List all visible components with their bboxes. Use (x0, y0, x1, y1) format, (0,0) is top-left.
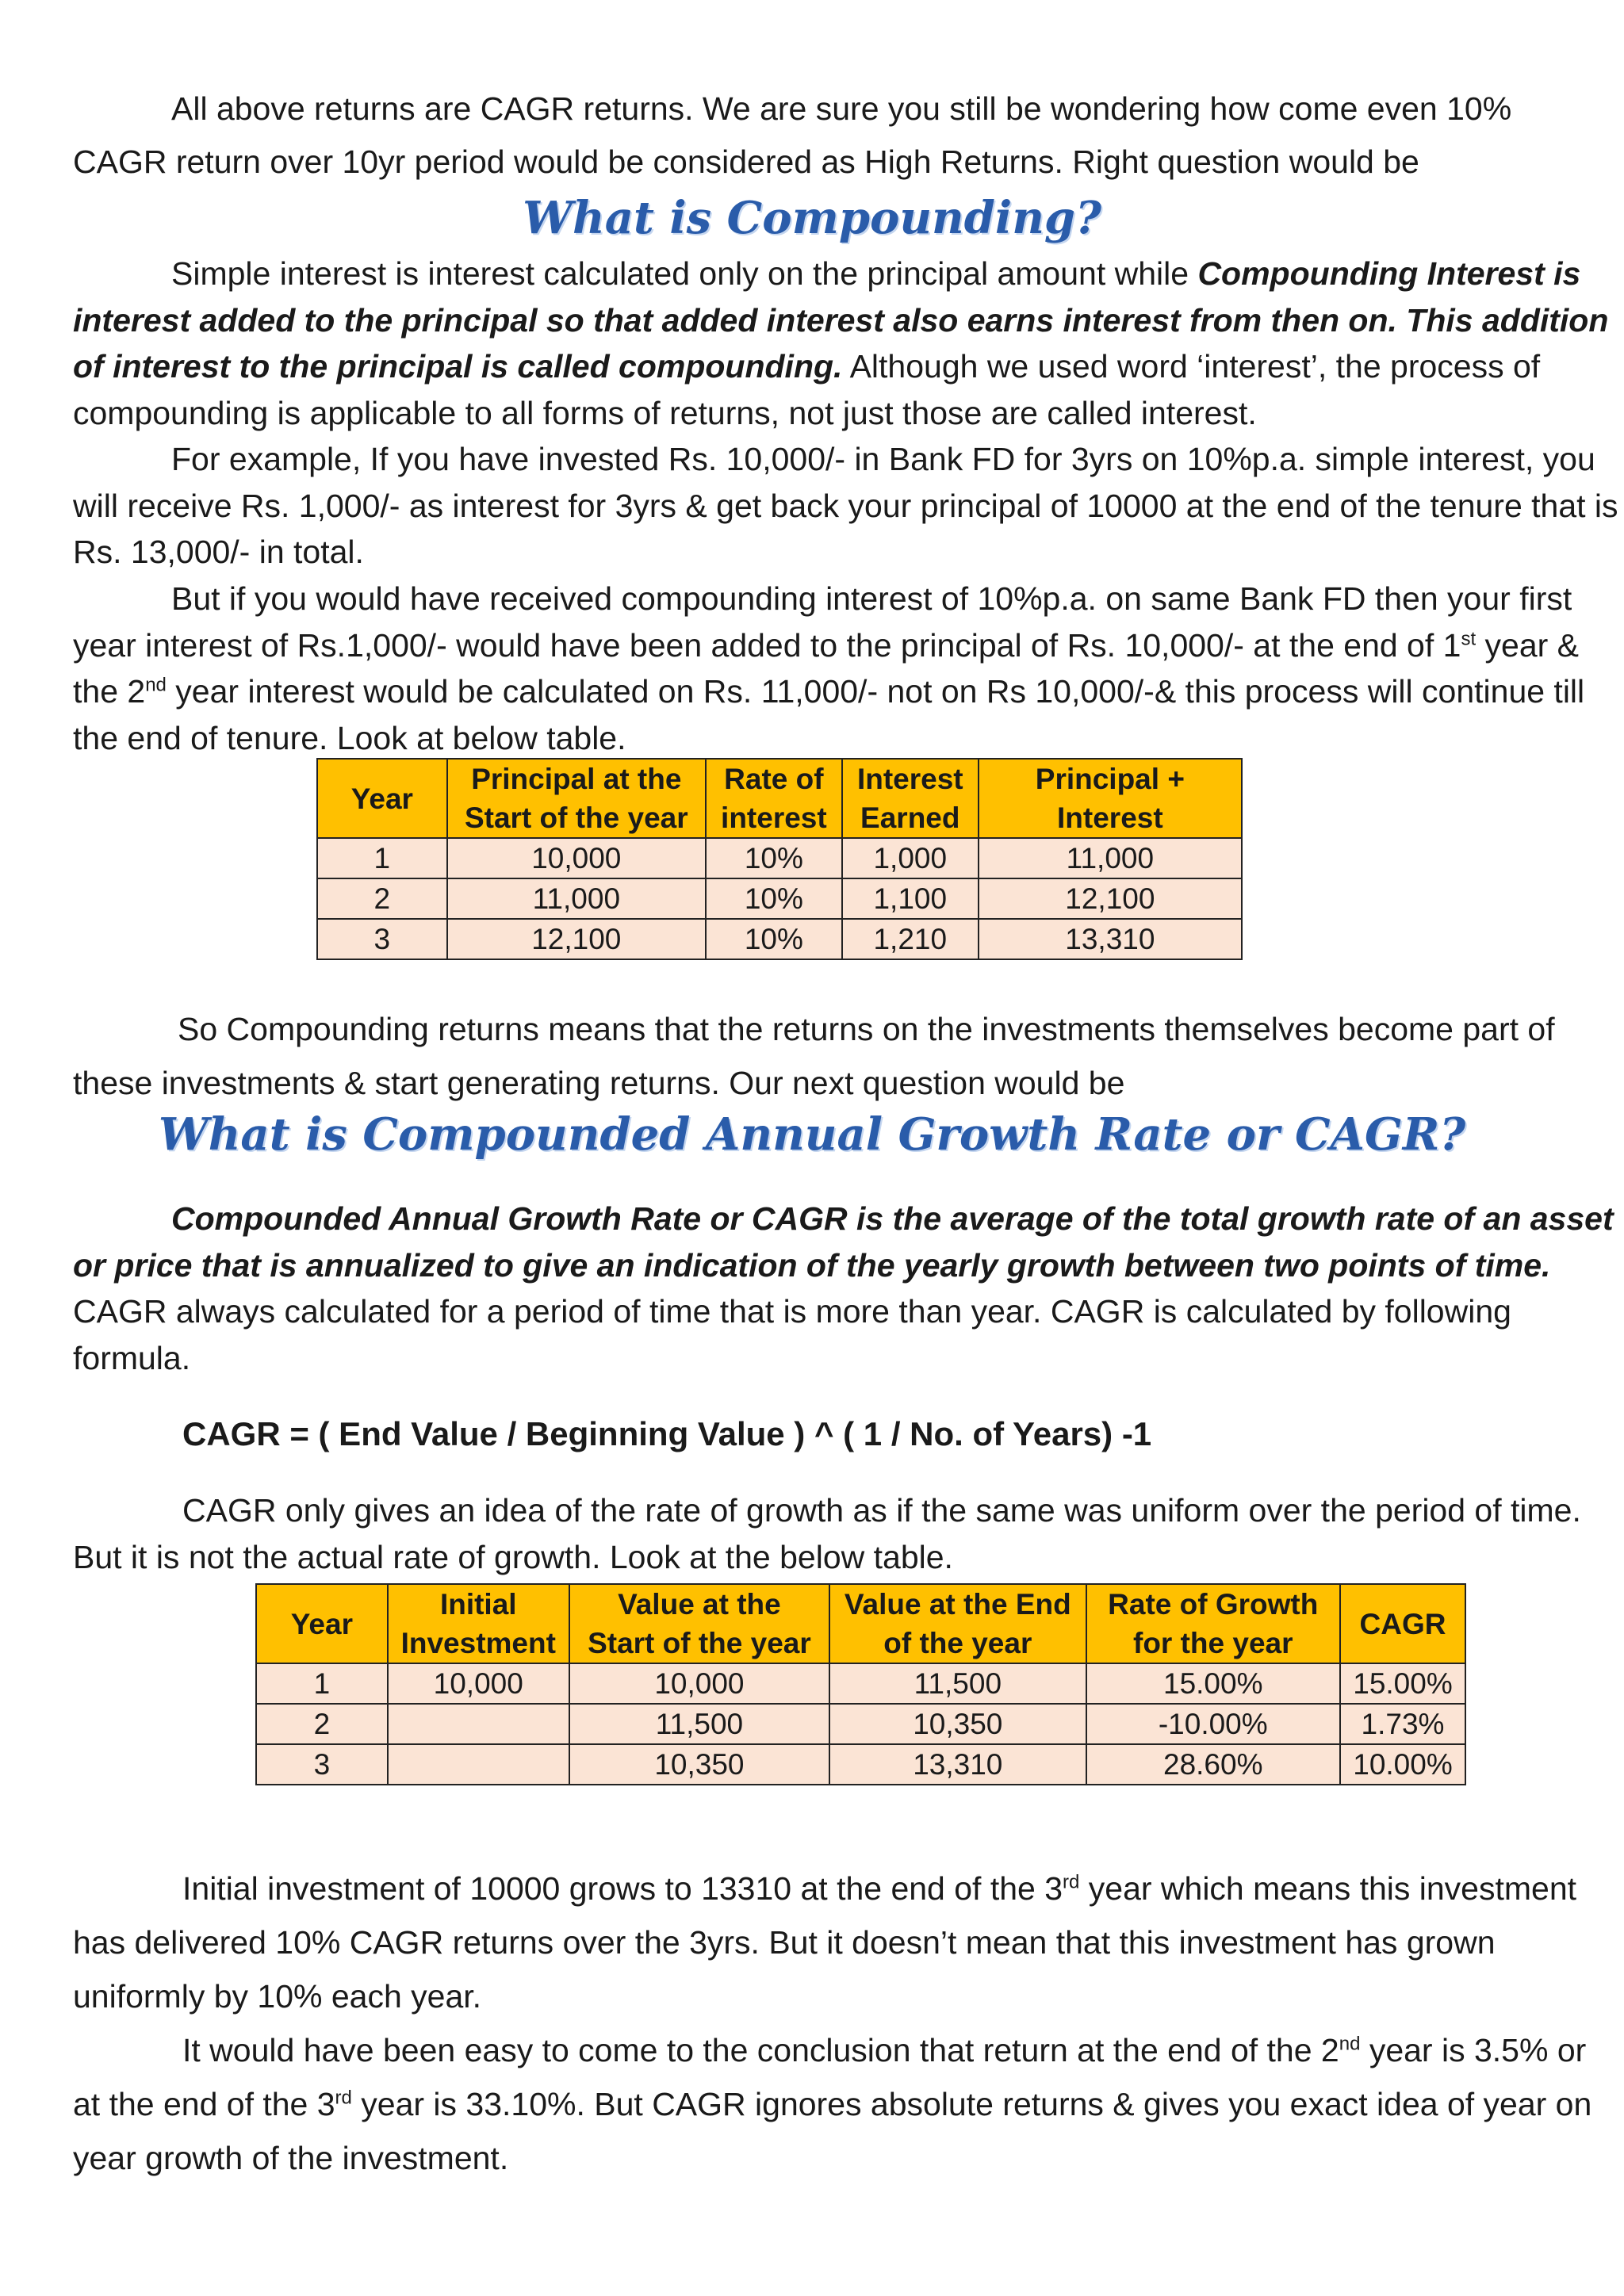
compounding-table (316, 758, 1243, 960)
table-row (256, 1704, 1465, 1744)
cagr-example-paragraph (73, 1862, 1619, 2023)
simple-interest-example-text: For example, If you have invested Rs. 10,000/- in Bank FD for 3yrs on 10%p.a. simple interest, you will receive Rs. 1,000/- as interest for 3yrs & get back your principal of 10000 at the end of the tenure that is Rs. 13,000/- in total. (73, 441, 1618, 570)
cagr-example-text-b: year which means this investment has delivered 10% CAGR returns over the 3yrs. But it doesn’t mean that this investment has grown uniformly by 10% each year. (73, 1870, 1577, 2015)
simple-interest-example-paragraph (73, 436, 1619, 576)
heading-what-is-compounding: What is Compounding? (523, 192, 1101, 244)
cell-total: 12,100 (979, 878, 1242, 919)
cell-cagr: 15.00% (1340, 1663, 1465, 1704)
intro-paragraph (73, 82, 1619, 189)
cell-cagr: 1.73% (1340, 1704, 1465, 1744)
cagr-explanation-text: CAGR only gives an idea of the rate of growth as if the same was uniform over the period of time. But it is not the actual rate of growth. Look at the below table. (73, 1492, 1581, 1575)
cell-principal: 12,100 (447, 919, 706, 959)
compound-example-text-a: But if you would have received compounding interest of 10%p.a. on same Bank FD then your first year interest of Rs.1,000/- would have been added to the principal of Rs. 10,000/- at the end of 1 (73, 580, 1572, 664)
table-row (256, 1663, 1465, 1704)
header-rate-of-growth: Rate of Growth for the year (1086, 1584, 1340, 1663)
cagr-conclusion-paragraph (73, 2023, 1619, 2185)
cagr-explanation-paragraph (73, 1487, 1619, 1580)
cagr-table (255, 1583, 1466, 1785)
cell-value-end: 10,350 (829, 1704, 1086, 1744)
table-row (317, 919, 1242, 959)
table-row (317, 878, 1242, 919)
cell-interest: 1,210 (842, 919, 979, 959)
compound-example-text-b: year & the 2 (73, 626, 1580, 710)
cagr-formula: CAGR = ( End Value / Beginning Value ) ^ ( 1 / No. of Years) -1 (182, 1415, 1152, 1452)
compounding-summary-paragraph (73, 1002, 1619, 1110)
cell-growth: 15.00% (1086, 1663, 1340, 1704)
header-year: Year (317, 759, 447, 838)
cell-year: 3 (256, 1744, 388, 1785)
cell-initial (388, 1744, 569, 1785)
cell-cagr: 10.00% (1340, 1744, 1465, 1785)
header-value-end: Value at the End of the year (829, 1584, 1086, 1663)
table-row (256, 1744, 1465, 1785)
compounding-definition-paragraph (73, 251, 1619, 436)
heading-what-is-cagr: What is Compounded Annual Growth Rate or CAGR? (158, 1108, 1466, 1161)
cagr-definition-paragraph (73, 1196, 1619, 1381)
cell-value-start: 10,350 (569, 1744, 829, 1785)
header-initial-investment: Initial Investment (388, 1584, 569, 1663)
cell-value-end: 13,310 (829, 1744, 1086, 1785)
cell-interest: 1,100 (842, 878, 979, 919)
header-cagr: CAGR (1340, 1584, 1465, 1663)
compounding-summary-text: So Compounding returns means that the returns on the investments themselves become part of these investments & start generating returns. Our next question would be (73, 1011, 1555, 1101)
superscript-st: st (1461, 627, 1477, 649)
superscript-nd: nd (145, 674, 167, 696)
definition-text: Simple interest is interest calculated only on the principal amount while (171, 255, 1198, 292)
cell-year: 2 (317, 878, 447, 919)
cell-initial: 10,000 (388, 1663, 569, 1704)
cell-value-start: 10,000 (569, 1663, 829, 1704)
header-value-start: Value at the Start of the year (569, 1584, 829, 1663)
cagr-conclusion-text-a: It would have been easy to come to the conclusion that return at the end of the 2 (182, 2032, 1339, 2068)
intro-line-2: CAGR return over 10yr period would be considered as High Returns. Right question would be (73, 144, 1419, 180)
superscript-rd: rd (335, 2087, 352, 2109)
compound-example-text-c: year interest would be calculated on Rs. 11,000/- not on Rs 10,000/-& this process will continue till the end of tenure. Look at below table. (73, 673, 1585, 756)
header-principal-start: Principal at the Start of the year (447, 759, 706, 838)
cell-principal: 10,000 (447, 838, 706, 878)
cell-year: 3 (317, 919, 447, 959)
cell-year: 1 (256, 1663, 388, 1704)
cell-total: 13,310 (979, 919, 1242, 959)
cagr-definition-emphasis: Compounded Annual Growth Rate or CAGR is the average of the total growth rate of an asset or price that is annualized to give an indication of the yearly growth between two points of time. (73, 1200, 1614, 1284)
cell-total: 11,000 (979, 838, 1242, 878)
cell-rate: 10% (706, 919, 842, 959)
cell-year: 2 (256, 1704, 388, 1744)
superscript-nd: nd (1339, 2033, 1361, 2055)
cagr-conclusion-text-c: year is 33.10%. But CAGR ignores absolute returns & gives you exact idea of year on year growth of the investment. (73, 2086, 1592, 2176)
cell-value-start: 11,500 (569, 1704, 829, 1744)
table-row (317, 838, 1242, 878)
table-header-row (256, 1584, 1465, 1663)
header-rate-of-interest: Rate of interest (706, 759, 842, 838)
cell-interest: 1,000 (842, 838, 979, 878)
cell-initial (388, 1704, 569, 1744)
intro-line-1: All above returns are CAGR returns. We are sure you still be wondering how come even 10% (171, 90, 1512, 127)
compound-interest-example-paragraph (73, 576, 1619, 761)
cell-principal: 11,000 (447, 878, 706, 919)
header-year: Year (256, 1584, 388, 1663)
cagr-conclusion-text-b: year is 3.5% or at the end of the 3 (73, 2032, 1587, 2122)
cell-year: 1 (317, 838, 447, 878)
superscript-rd: rd (1063, 1871, 1080, 1893)
cell-value-end: 11,500 (829, 1663, 1086, 1704)
cell-rate: 10% (706, 838, 842, 878)
definition-emphasis: Compounding Interest is interest added to the principal so that added interest also earns interest from then on. This addition of interest to the principal is called compounding. (73, 255, 1609, 385)
definition-text-2: Although we used word ‘interest’, the process of compounding is applicable to all forms of returns, not just those are called interest. (73, 348, 1541, 431)
cell-rate: 10% (706, 878, 842, 919)
header-interest-earned: Interest Earned (842, 759, 979, 838)
cell-growth: 28.60% (1086, 1744, 1340, 1785)
cell-growth: -10.00% (1086, 1704, 1340, 1744)
cagr-definition-text: CAGR always calculated for a period of time that is more than year. CAGR is calculated by following formula. (73, 1293, 1511, 1376)
header-principal-plus-interest: Principal + Interest (979, 759, 1242, 838)
cagr-example-text-a: Initial investment of 10000 grows to 13310 at the end of the 3 (182, 1870, 1063, 1907)
table-header-row (317, 759, 1242, 838)
